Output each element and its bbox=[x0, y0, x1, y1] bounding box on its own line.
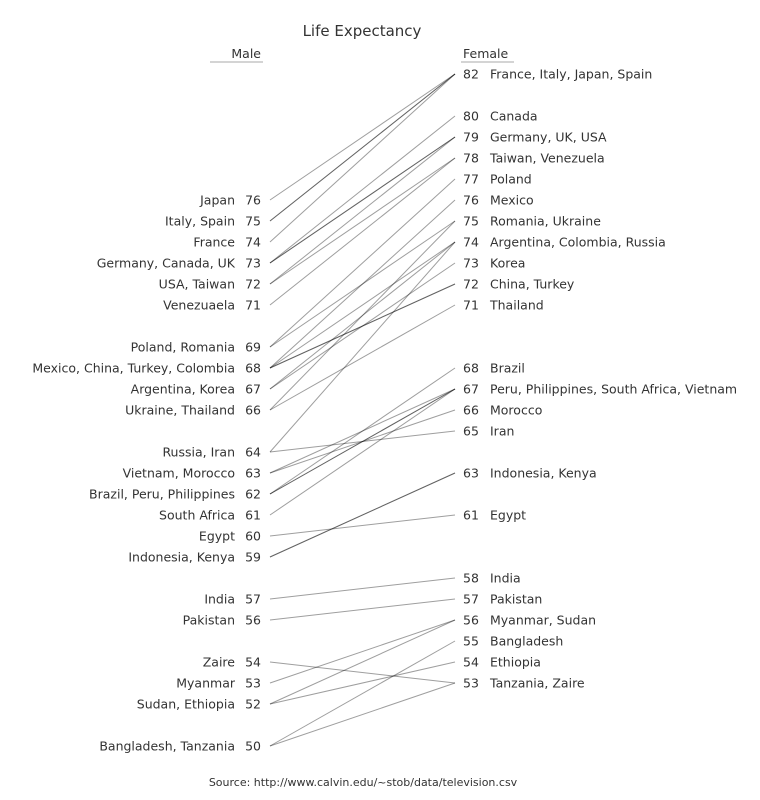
female-value-label: 57 bbox=[463, 591, 479, 607]
source-note: Source: http://www.calvin.edu/~stob/data/television.csv bbox=[208, 776, 518, 789]
slope-line-tanzania bbox=[270, 683, 455, 746]
female-value-label: 74 bbox=[463, 234, 479, 250]
male-value-label: 69 bbox=[245, 339, 261, 355]
male-country-label: Ukraine, Thailand bbox=[125, 402, 235, 418]
female-labels bbox=[463, 67, 737, 691]
slope-line-france bbox=[270, 74, 455, 242]
male-value-label: 71 bbox=[245, 297, 261, 313]
female-value-label: 56 bbox=[463, 612, 479, 628]
male-value-label: 67 bbox=[245, 381, 261, 397]
slope-line-spain bbox=[270, 74, 455, 221]
male-value-label: 62 bbox=[245, 486, 261, 502]
female-value-label: 73 bbox=[463, 255, 479, 271]
female-country-label: Myanmar, Sudan bbox=[490, 612, 597, 628]
female-value-label: 68 bbox=[463, 360, 479, 376]
slope-line-bangladesh bbox=[270, 641, 455, 746]
female-country-label: France, Italy, Japan, Spain bbox=[490, 66, 653, 82]
female-country-label: Peru, Philippines, South Africa, Vietnam bbox=[490, 381, 738, 397]
female-value-label: 82 bbox=[463, 66, 479, 82]
female-value-label: 53 bbox=[463, 675, 479, 691]
male-country-label: Mexico, China, Turkey, Colombia bbox=[32, 360, 235, 376]
female-value-label: 78 bbox=[463, 150, 479, 166]
male-country-label: Myanmar bbox=[176, 675, 235, 691]
female-value-label: 66 bbox=[463, 402, 479, 418]
male-country-label: France bbox=[193, 234, 235, 250]
male-value-label: 75 bbox=[245, 213, 261, 229]
slope-line-philippines bbox=[270, 389, 455, 494]
slope-line-egypt bbox=[270, 515, 455, 536]
male-header: Male bbox=[231, 46, 261, 61]
slope-line-pakistan bbox=[270, 599, 455, 620]
male-country-label: Germany, Canada, UK bbox=[96, 255, 235, 271]
female-country-label: Argentina, Colombia, Russia bbox=[490, 234, 666, 250]
slope-line-korea bbox=[270, 263, 455, 389]
male-value-label: 68 bbox=[245, 360, 261, 376]
male-value-label: 60 bbox=[245, 528, 261, 544]
male-value-label: 54 bbox=[245, 654, 261, 670]
female-country-label: Egypt bbox=[490, 507, 527, 523]
female-value-label: 55 bbox=[463, 633, 479, 649]
male-country-label: Italy, Spain bbox=[165, 213, 235, 229]
female-country-label: Indonesia, Kenya bbox=[490, 465, 597, 481]
female-country-label: Pakistan bbox=[490, 591, 543, 607]
female-value-label: 63 bbox=[463, 465, 479, 481]
slope-lines bbox=[270, 74, 455, 746]
slope-line-myanmar bbox=[270, 620, 455, 683]
female-value-label: 54 bbox=[463, 654, 479, 670]
male-country-label: India bbox=[204, 591, 235, 607]
male-labels bbox=[32, 193, 261, 754]
slope-line-brazil bbox=[270, 368, 455, 494]
male-value-label: 63 bbox=[245, 465, 261, 481]
chart-title: Life Expectancy bbox=[302, 22, 422, 40]
female-country-label: Thailand bbox=[490, 297, 544, 313]
female-country-label: Mexico bbox=[490, 192, 534, 208]
female-value-label: 76 bbox=[463, 192, 479, 208]
male-country-label: USA, Taiwan bbox=[158, 276, 235, 292]
male-country-label: Indonesia, Kenya bbox=[128, 549, 235, 565]
slope-line-canada bbox=[270, 116, 455, 263]
female-country-label: Poland bbox=[490, 171, 532, 187]
female-country-label: Brazil bbox=[490, 360, 525, 376]
male-value-label: 56 bbox=[245, 612, 261, 628]
slope-line-mexico bbox=[270, 200, 455, 368]
female-country-label: Morocco bbox=[490, 402, 543, 418]
female-country-label: Iran bbox=[490, 423, 515, 439]
male-country-label: Poland, Romania bbox=[130, 339, 235, 355]
male-value-label: 61 bbox=[245, 507, 261, 523]
male-value-label: 59 bbox=[245, 549, 261, 565]
female-value-label: 77 bbox=[463, 171, 479, 187]
female-value-label: 61 bbox=[463, 507, 479, 523]
male-country-label: Russia, Iran bbox=[162, 444, 235, 460]
slope-line-zaire bbox=[270, 662, 455, 683]
male-value-label: 50 bbox=[245, 738, 261, 754]
slope-line-kenya bbox=[270, 473, 455, 557]
female-country-label: Ethiopia bbox=[490, 654, 541, 670]
male-country-label: Brazil, Peru, Philippines bbox=[89, 486, 235, 502]
slope-line-uk bbox=[270, 137, 455, 263]
male-country-label: Japan bbox=[200, 192, 235, 208]
male-value-label: 76 bbox=[245, 192, 261, 208]
female-country-label: Korea bbox=[490, 255, 526, 271]
slope-line-colombia bbox=[270, 242, 455, 368]
male-value-label: 74 bbox=[245, 234, 261, 250]
slope-line-taiwan bbox=[270, 158, 455, 284]
female-country-label: Germany, UK, USA bbox=[490, 129, 607, 145]
female-country-label: Canada bbox=[490, 108, 538, 124]
male-country-label: Egypt bbox=[198, 528, 235, 544]
slope-line-south-africa bbox=[270, 389, 455, 515]
slope-line-india bbox=[270, 578, 455, 599]
slope-line-usa bbox=[270, 137, 455, 284]
female-header: Female bbox=[463, 46, 509, 61]
male-value-label: 73 bbox=[245, 255, 261, 271]
slope-line-russia bbox=[270, 242, 455, 452]
slope-line-venezuela bbox=[270, 158, 455, 305]
female-country-label: India bbox=[490, 570, 521, 586]
female-value-label: 79 bbox=[463, 129, 479, 145]
female-value-label: 58 bbox=[463, 570, 479, 586]
female-country-label: China, Turkey bbox=[490, 276, 575, 292]
female-country-label: Tanzania, Zaire bbox=[490, 675, 585, 691]
male-country-label: Pakistan bbox=[182, 612, 235, 628]
male-value-label: 64 bbox=[245, 444, 261, 460]
male-country-label: Venezuaela bbox=[163, 297, 235, 313]
female-value-label: 67 bbox=[463, 381, 479, 397]
female-value-label: 71 bbox=[463, 297, 479, 313]
slope-line-ethiopia bbox=[270, 662, 455, 704]
female-country-label: Bangladesh bbox=[490, 633, 564, 649]
male-value-label: 52 bbox=[245, 696, 261, 712]
slope-line-ukraine bbox=[270, 221, 455, 410]
male-country-label: Argentina, Korea bbox=[130, 381, 235, 397]
male-value-label: 66 bbox=[245, 402, 261, 418]
slope-line-thailand bbox=[270, 305, 455, 410]
female-value-label: 75 bbox=[463, 213, 479, 229]
slope-line-sudan bbox=[270, 620, 455, 704]
male-value-label: 53 bbox=[245, 675, 261, 691]
slope-line-poland bbox=[270, 179, 455, 347]
female-country-label: Romania, Ukraine bbox=[490, 213, 601, 229]
female-value-label: 65 bbox=[463, 423, 479, 439]
female-value-label: 80 bbox=[463, 108, 479, 124]
male-country-label: Sudan, Ethiopia bbox=[136, 696, 235, 712]
male-value-label: 57 bbox=[245, 591, 261, 607]
male-value-label: 72 bbox=[245, 276, 261, 292]
male-country-label: South Africa bbox=[159, 507, 235, 523]
female-country-label: Taiwan, Venezuela bbox=[490, 150, 605, 166]
female-value-label: 72 bbox=[463, 276, 479, 292]
male-country-label: Bangladesh, Tanzania bbox=[99, 738, 235, 754]
male-country-label: Zaire bbox=[202, 654, 235, 670]
male-country-label: Vietnam, Morocco bbox=[122, 465, 235, 481]
slope-line-japan bbox=[270, 74, 455, 200]
